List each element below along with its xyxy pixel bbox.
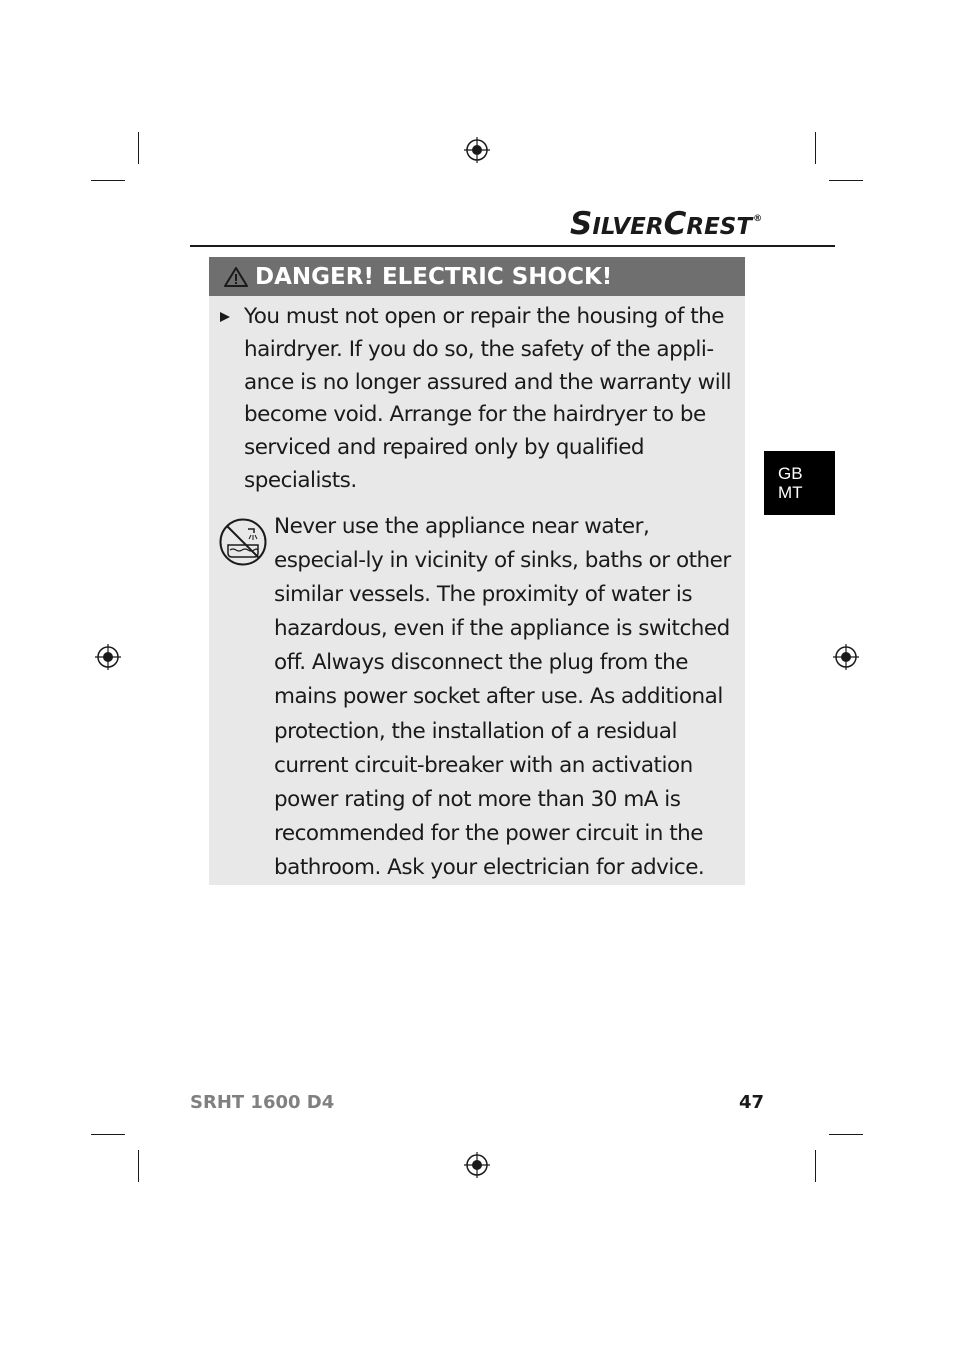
warning-box [209,257,745,885]
no-water-icon [218,517,268,567]
water-warning-text: Never use the appliance near water, especial-ly in vicinity of sinks, baths or other similar vessels. The proximity of water is hazardous, even if the appliance is switched off. Always disconnect the plug from the mains power socket after use. As additional protection, the installation of a residual current circuit-breaker with an activation power rating of not more than 30 mA is recommended for the power circuit in the bathroom. Ask your electrician for advice. [274,514,731,880]
warning-header [209,257,745,296]
registration-mark-icon [832,643,860,671]
housing-warning-text: You must not open or repair the housing of the hairdryer. If you do so, the safety of the appli-ance is no longer assured and the warranty will become void. Arrange for the hairdryer to be serviced and repaired only by qualified specialists. [244,304,732,493]
warning-triangle-icon [223,266,249,288]
registration-mark-icon [463,1151,491,1179]
header-rule [190,245,835,247]
crop-mark [829,1134,863,1135]
brand-logo: SILVERCREST® [570,206,763,242]
warning-title: DANGER! ELECTRIC SHOCK! [255,263,613,290]
crop-mark [91,1134,125,1135]
crop-mark [91,180,125,181]
language-code: GB [778,464,803,483]
registration-mark-icon [94,643,122,671]
registration-mark-icon [463,136,491,164]
model-number: SRHT 1600 D4 [190,1092,335,1113]
page-number: 47 [739,1092,765,1113]
crop-mark [138,132,139,164]
language-tab [764,451,835,515]
crop-mark [829,180,863,181]
triangle-bullet-icon [220,312,230,322]
crop-mark [815,132,816,164]
language-code: MT [778,483,803,502]
crop-mark [815,1150,816,1182]
crop-mark [138,1150,139,1182]
